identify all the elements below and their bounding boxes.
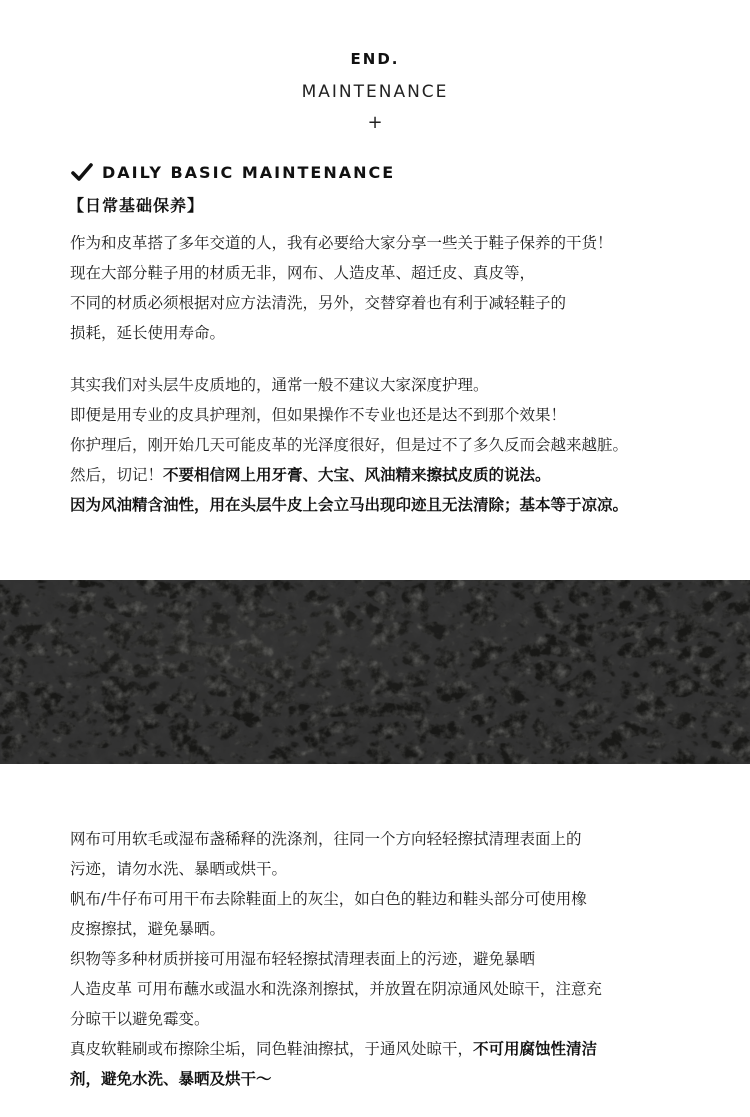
text-line: 你护理后，刚开始几天可能皮革的光泽度很好，但是过不了多久反而会越来越脏。 (70, 436, 629, 454)
section-heading (70, 160, 395, 184)
intro-paragraph (70, 228, 730, 348)
check-icon (70, 160, 94, 184)
text-line: 网布可用软毛或湿布盏稀释的洗涤剂，往同一个方向轻轻擦拭清理表面上的 (70, 830, 582, 848)
text-line: 作为和皮革搭了多年交道的人，我有必要给大家分享一些关于鞋子保养的干货！ (70, 234, 613, 252)
text-line (70, 1034, 730, 1064)
text-line: 皮擦擦拭，避免暴晒。 (70, 920, 226, 938)
page-subtitle: MAINTENANCE (301, 82, 449, 102)
warning-text: 不可用腐蚀性清洁 (473, 1040, 598, 1058)
section-subtitle: 【日常基础保养】 (68, 196, 205, 215)
text-line: 帆布/牛仔布可用干布去除鞋面上的灰尘，如白色的鞋边和鞋头部分可使用橡 (70, 890, 587, 908)
text-line: 损耗，延长使用寿命。 (70, 324, 226, 342)
section-title: DAILY BASIC MAINTENANCE (102, 162, 396, 182)
warning-line: 因为风油精含油性，用在头层牛皮上会立马出现印迹且无法清除；基本等于凉凉。 (70, 496, 629, 514)
text-line: 污迹，请勿水洗、暴晒或烘干。 (70, 860, 288, 878)
text-span: 然后，切记！ (70, 466, 164, 484)
text-span: 真皮软鞋刷或布擦除尘垢，同色鞋油擦拭，于通风处晾干， (70, 1040, 474, 1058)
brand-title: END. (350, 50, 400, 68)
text-line: 其实我们对头层牛皮质地的，通常一般不建议大家深度护理。 (70, 376, 489, 394)
warning-line: 剂，避免水洗、暴晒及烘干～ (70, 1070, 272, 1088)
text-line: 即便是用专业的皮具护理剂，但如果操作不专业也还是达不到那个效果！ (70, 406, 567, 424)
warning-text: 不要相信网上用牙膏、大宝、风油精来擦拭皮质的说法。 (163, 466, 551, 484)
text-line: 人造皮革 可用布蘸水或温水和洗涤剂擦拭，并放置在阴凉通风处晾干，注意充 (70, 980, 602, 998)
text-line: 分晾干以避免霉变。 (70, 1010, 210, 1028)
text-line: 不同的材质必须根据对应方法清洗，另外，交替穿着也有利于减轻鞋子的 (70, 294, 567, 312)
materials-paragraph (70, 824, 730, 1094)
text-line: 现在大部分鞋子用的材质无非，网布、人造皮革、超迁皮、真皮等， (70, 264, 536, 282)
text-line (70, 460, 730, 490)
leather-texture-image (0, 580, 750, 764)
plus-sign: + (367, 112, 383, 133)
leather-care-paragraph (70, 370, 730, 520)
text-line: 织物等多种材质拼接可用湿布轻轻擦拭清理表面上的污迹，避免暴晒 (70, 950, 536, 968)
